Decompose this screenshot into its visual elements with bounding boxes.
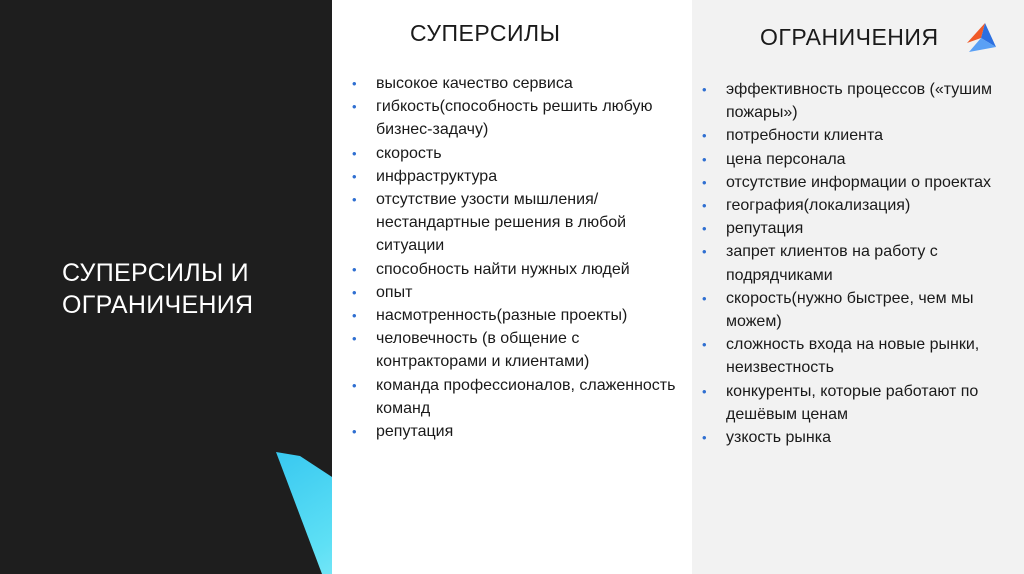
bullet-icon: •: [702, 290, 707, 306]
bullet-icon: •: [702, 244, 707, 260]
list-item: • отсутствие узости мышления/нестандартные решения в любой ситуации: [350, 188, 685, 258]
list-item: • сложность входа на новые рынки, неизвестность: [700, 333, 1024, 379]
bullet-icon: •: [702, 430, 707, 446]
bullet-icon: •: [352, 99, 357, 115]
bullet-icon: •: [702, 198, 707, 214]
list-item: • отсутствие информации о проектах: [700, 171, 1024, 194]
bullet-icon: •: [702, 82, 707, 97]
brand-logo-icon: [965, 21, 998, 54]
list-item: • география(локализация): [700, 194, 1024, 217]
list-item: • инфраструктура: [350, 165, 685, 188]
bullet-icon: •: [352, 331, 357, 347]
list-item: • насмотренность(разные проекты): [350, 304, 685, 327]
list-item: • скорость(нужно быстрее, чем мы можем): [700, 287, 1024, 333]
slide-title: СУПЕРСИЛЫ И ОГРАНИЧЕНИЯ: [62, 259, 254, 319]
bullet-icon: •: [352, 76, 357, 91]
list-item: • потребности клиента: [700, 124, 1024, 147]
limitations-heading: ОГРАНИЧЕНИЯ: [760, 24, 939, 50]
list-item: • человечность (в общение с контракторами и клиентами): [350, 327, 685, 373]
bullet-icon: •: [352, 308, 357, 324]
list-item: • репутация: [700, 217, 1024, 240]
list-item: • команда профессионалов, слаженность команд: [350, 374, 685, 420]
list-item: • конкуренты, которые работают по дешёвым ценам: [700, 380, 1024, 426]
bullet-icon: •: [352, 192, 357, 208]
bullet-icon: •: [352, 377, 357, 393]
list-item: • узкость рынка: [700, 426, 1024, 449]
bullet-icon: •: [352, 284, 357, 300]
list-item: • репутация: [350, 420, 685, 443]
bullet-icon: •: [702, 174, 707, 190]
list-item: • способность найти нужных людей: [350, 258, 685, 281]
limitations-list: [700, 78, 1024, 449]
bullet-icon: •: [352, 424, 357, 440]
superpowers-list: [350, 72, 685, 443]
bullet-icon: •: [352, 145, 357, 161]
list-item: • скорость: [350, 142, 685, 165]
list-item: • эффективность процессов («тушим пожары»): [700, 78, 1024, 124]
list-item: • запрет клиентов на работу с подрядчиками: [700, 240, 1024, 286]
bullet-icon: •: [352, 261, 357, 277]
list-item: • опыт: [350, 281, 685, 304]
bullet-icon: •: [702, 337, 707, 353]
bullet-icon: •: [702, 221, 707, 237]
list-item: • высокое качество сервиса: [350, 72, 685, 95]
list-item: • цена персонала: [700, 148, 1024, 171]
bullet-icon: •: [702, 128, 707, 144]
bullet-icon: •: [702, 383, 707, 399]
bullet-icon: •: [702, 151, 707, 167]
superpowers-heading: СУПЕРСИЛЫ: [410, 20, 561, 46]
bullet-icon: •: [352, 168, 357, 184]
list-item: • гибкость(способность решить любую бизнес-задачу): [350, 95, 685, 141]
